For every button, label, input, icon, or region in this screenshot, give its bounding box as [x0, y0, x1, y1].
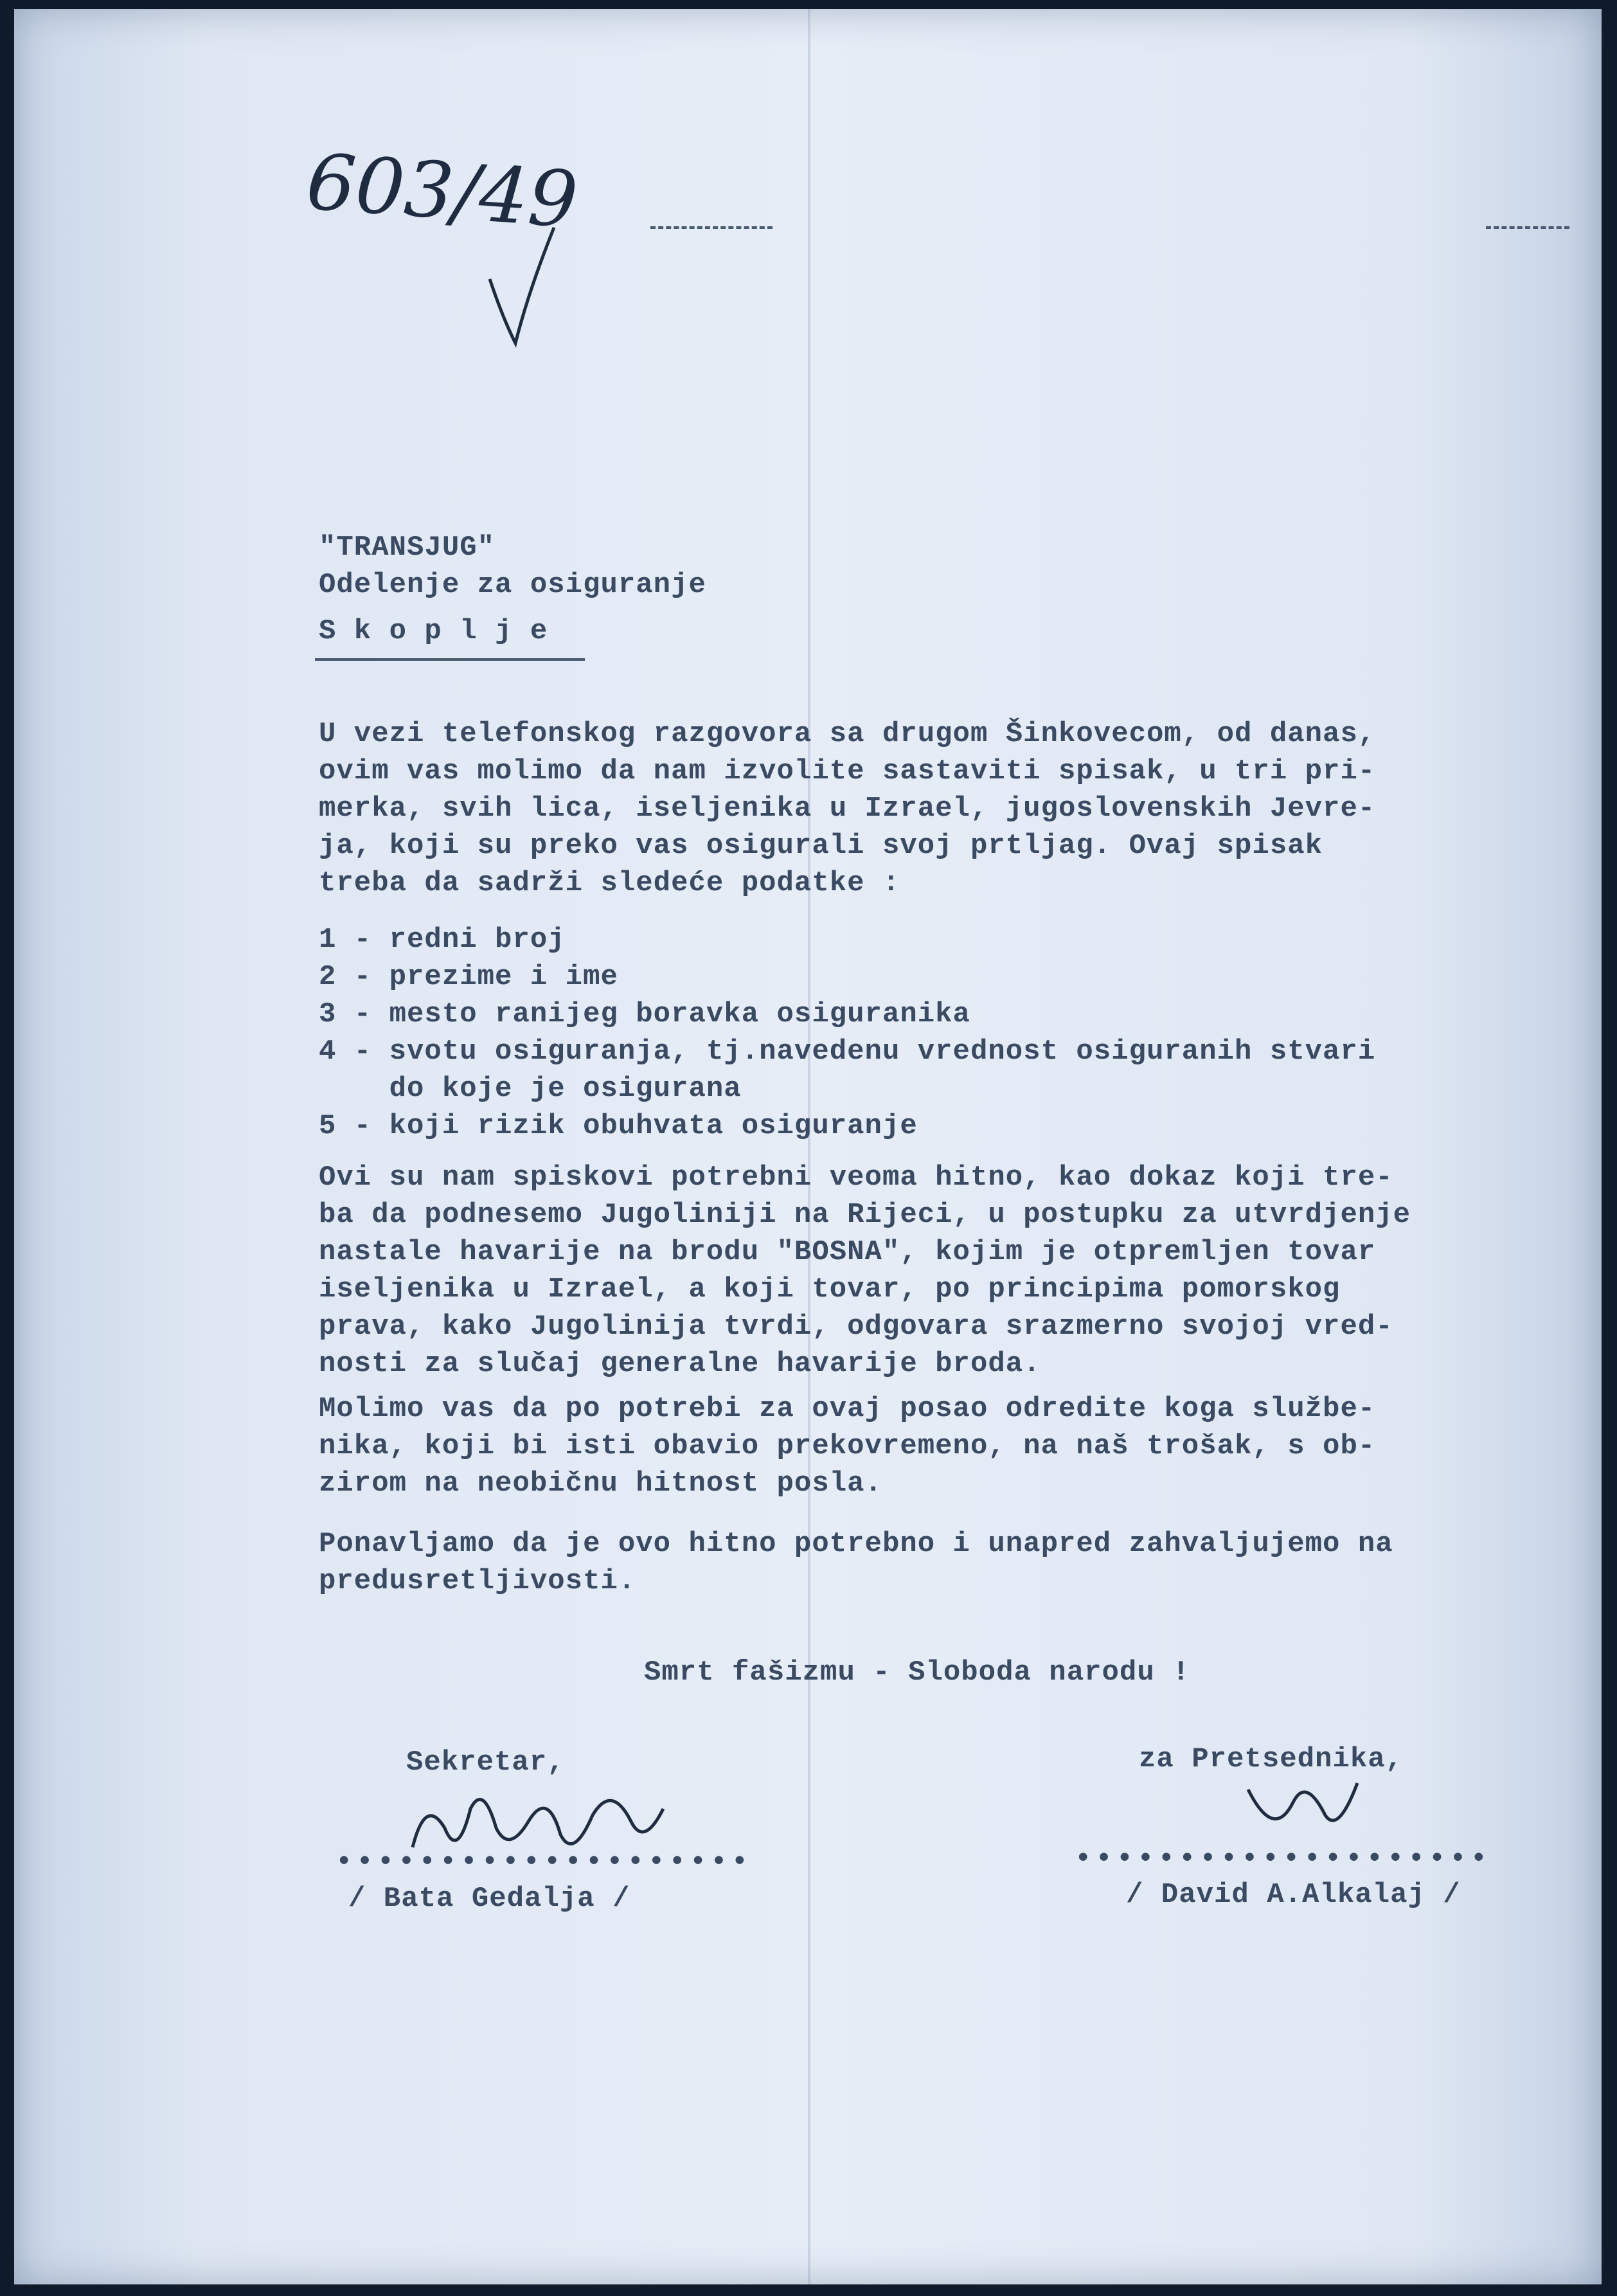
check-mark-icon — [483, 221, 560, 350]
intro-line: ja, koji su preko vas osigurali svoj prtljag. Ovaj spisak — [319, 830, 1323, 862]
intro-line: merka, svih lica, iseljenika u Izrael, jugoslovenskih Jevre- — [319, 793, 1376, 825]
body-line: predusretljivosti. — [319, 1565, 636, 1597]
header-dash-right — [1486, 226, 1569, 233]
recipient-city: S k o p l j e — [319, 615, 548, 647]
body-line: Ponavljamo da je ovo hitno potrebno i unapred zahvaljujemo na — [319, 1528, 1393, 1560]
body-line: ba da podnesemo Jugoliniji na Rijeci, u postupku za utvrdjenje — [319, 1199, 1411, 1231]
left-signer-role: Sekretar, — [406, 1746, 565, 1779]
body-line: nosti za slučaj generalne havarije broda. — [319, 1348, 1041, 1380]
list-item: 4 - svotu osiguranja, tj.navedenu vrednost osiguranih stvari — [319, 1036, 1376, 1068]
closing-slogan: Smrt fašizmu - Sloboda narodu ! — [644, 1656, 1190, 1689]
body-line: zirom na neobičnu hitnost posla. — [319, 1467, 882, 1500]
body-line: iseljenika u Izrael, a koji tovar, po principima pomorskog — [319, 1273, 1341, 1305]
right-signer-role: za Pretsednika, — [1139, 1743, 1404, 1775]
right-signature-icon — [1235, 1764, 1364, 1854]
recipient-department: Odelenje za osiguranje — [319, 569, 706, 601]
list-item: 1 - redni broj — [319, 924, 566, 956]
header-dash-left — [650, 226, 773, 233]
list-item: 3 - mesto ranijeg boravka osiguranika — [319, 998, 970, 1030]
body-line: prava, kako Jugolinija tvrdi, odgovara srazmerno svojoj vred- — [319, 1311, 1393, 1343]
intro-line: U vezi telefonskog razgovora sa drugom Šinkovecom, od danas, — [319, 718, 1376, 750]
list-item: 2 - prezime i ime — [319, 961, 618, 993]
archive-number: 603/49 — [303, 138, 581, 246]
page-fold-line — [808, 9, 810, 2284]
recipient-name: "TRANSJUG" — [319, 532, 496, 564]
intro-line: treba da sadrži sledeće podatke : — [319, 867, 900, 899]
list-item: 5 - koji rizik obuhvata osiguranje — [319, 1110, 918, 1142]
body-line: nika, koji bi isti obavio prekovremeno, na naš trošak, s ob- — [319, 1430, 1376, 1462]
list-item: do koje je osigurana — [319, 1073, 742, 1105]
body-line: nastale havarije na brodu "BOSNA", kojim je otpremljen tovar — [319, 1236, 1376, 1268]
right-signature-dots: •••••••••••••••••••• — [1075, 1843, 1492, 1875]
city-underline — [315, 658, 585, 661]
left-signature-dots: •••••••••••••••••••• — [335, 1846, 753, 1878]
document-page — [14, 9, 1602, 2284]
left-signer-name: / Bata Gedalja / — [348, 1883, 630, 1915]
body-line: Molimo vas da po potrebi za ovaj posao odredite koga službe- — [319, 1393, 1376, 1425]
body-line: Ovi su nam spiskovi potrebni veoma hitno, kao dokaz koji tre- — [319, 1161, 1393, 1194]
intro-line: ovim vas molimo da nam izvolite sastaviti spisak, u tri pri- — [319, 755, 1376, 787]
right-signer-name: / David A.Alkalaj / — [1126, 1879, 1461, 1911]
